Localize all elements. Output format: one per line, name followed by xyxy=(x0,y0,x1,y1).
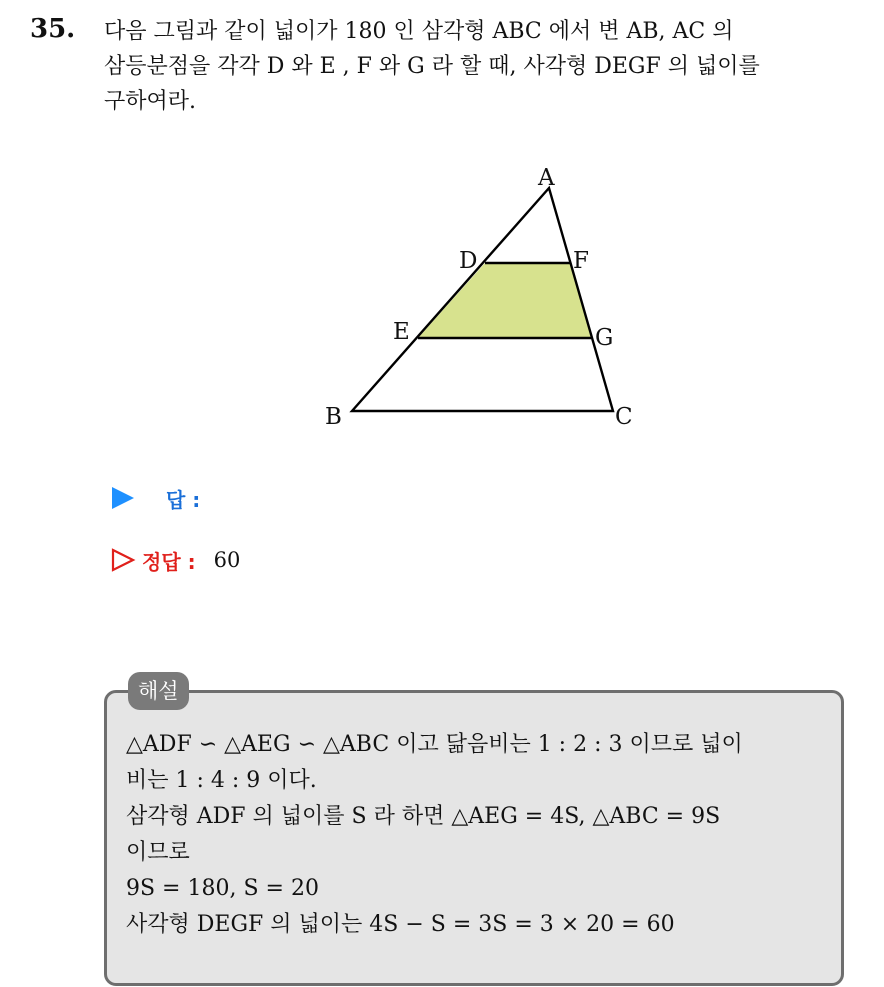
correct-answer-value: 60 xyxy=(213,548,241,572)
question-line: 삼등분점을 각각 D 와 E , F 와 G 라 할 때, 사각형 DEGF 의 넓이를 xyxy=(104,54,760,79)
point-label-f: F xyxy=(573,248,589,274)
play-triangle-icon xyxy=(110,486,136,510)
vertex-label-a: A xyxy=(538,165,555,191)
point-label-g: G xyxy=(595,325,614,351)
question-number: 35. xyxy=(30,14,76,44)
outline-triangle-icon xyxy=(110,548,136,572)
question-line: 구하여라. xyxy=(104,89,197,114)
shaded-quadrilateral-degf xyxy=(418,263,591,338)
point-label-d: D xyxy=(459,248,478,274)
explanation-line: 사각형 DEGF 의 넓이는 4S − S = 3S = 3 × 20 = 60 xyxy=(126,912,675,937)
answer-label: 답 : xyxy=(166,487,201,512)
explanation-line: 이므로 xyxy=(126,840,190,865)
correct-answer-row xyxy=(110,544,240,576)
answer-row xyxy=(110,482,200,514)
question-line: 다음 그림과 같이 넓이가 180 인 삼각형 ABC 에서 변 AB, AC 의 xyxy=(104,19,734,44)
vertex-label-c: C xyxy=(615,404,633,430)
point-label-e: E xyxy=(393,319,410,345)
explanation-line: 비는 1 : 4 : 9 이다. xyxy=(126,768,317,793)
explanation-line: 9S = 180, S = 20 xyxy=(126,876,319,901)
correct-answer-label: 정답 : xyxy=(142,549,196,574)
triangle-figure xyxy=(0,0,884,480)
explanation-tab: 해설 xyxy=(128,672,189,710)
explanation-text xyxy=(126,727,836,943)
vertex-label-b: B xyxy=(325,404,342,430)
explanation-line: 삼각형 ADF 의 넓이를 S 라 하면 △AEG = 4S, △ABC = 9S xyxy=(126,804,721,829)
explanation-line: △ADF ∽ △AEG ∽ △ABC 이고 닮음비는 1 : 2 : 3 이므로 넓이 xyxy=(126,732,743,757)
